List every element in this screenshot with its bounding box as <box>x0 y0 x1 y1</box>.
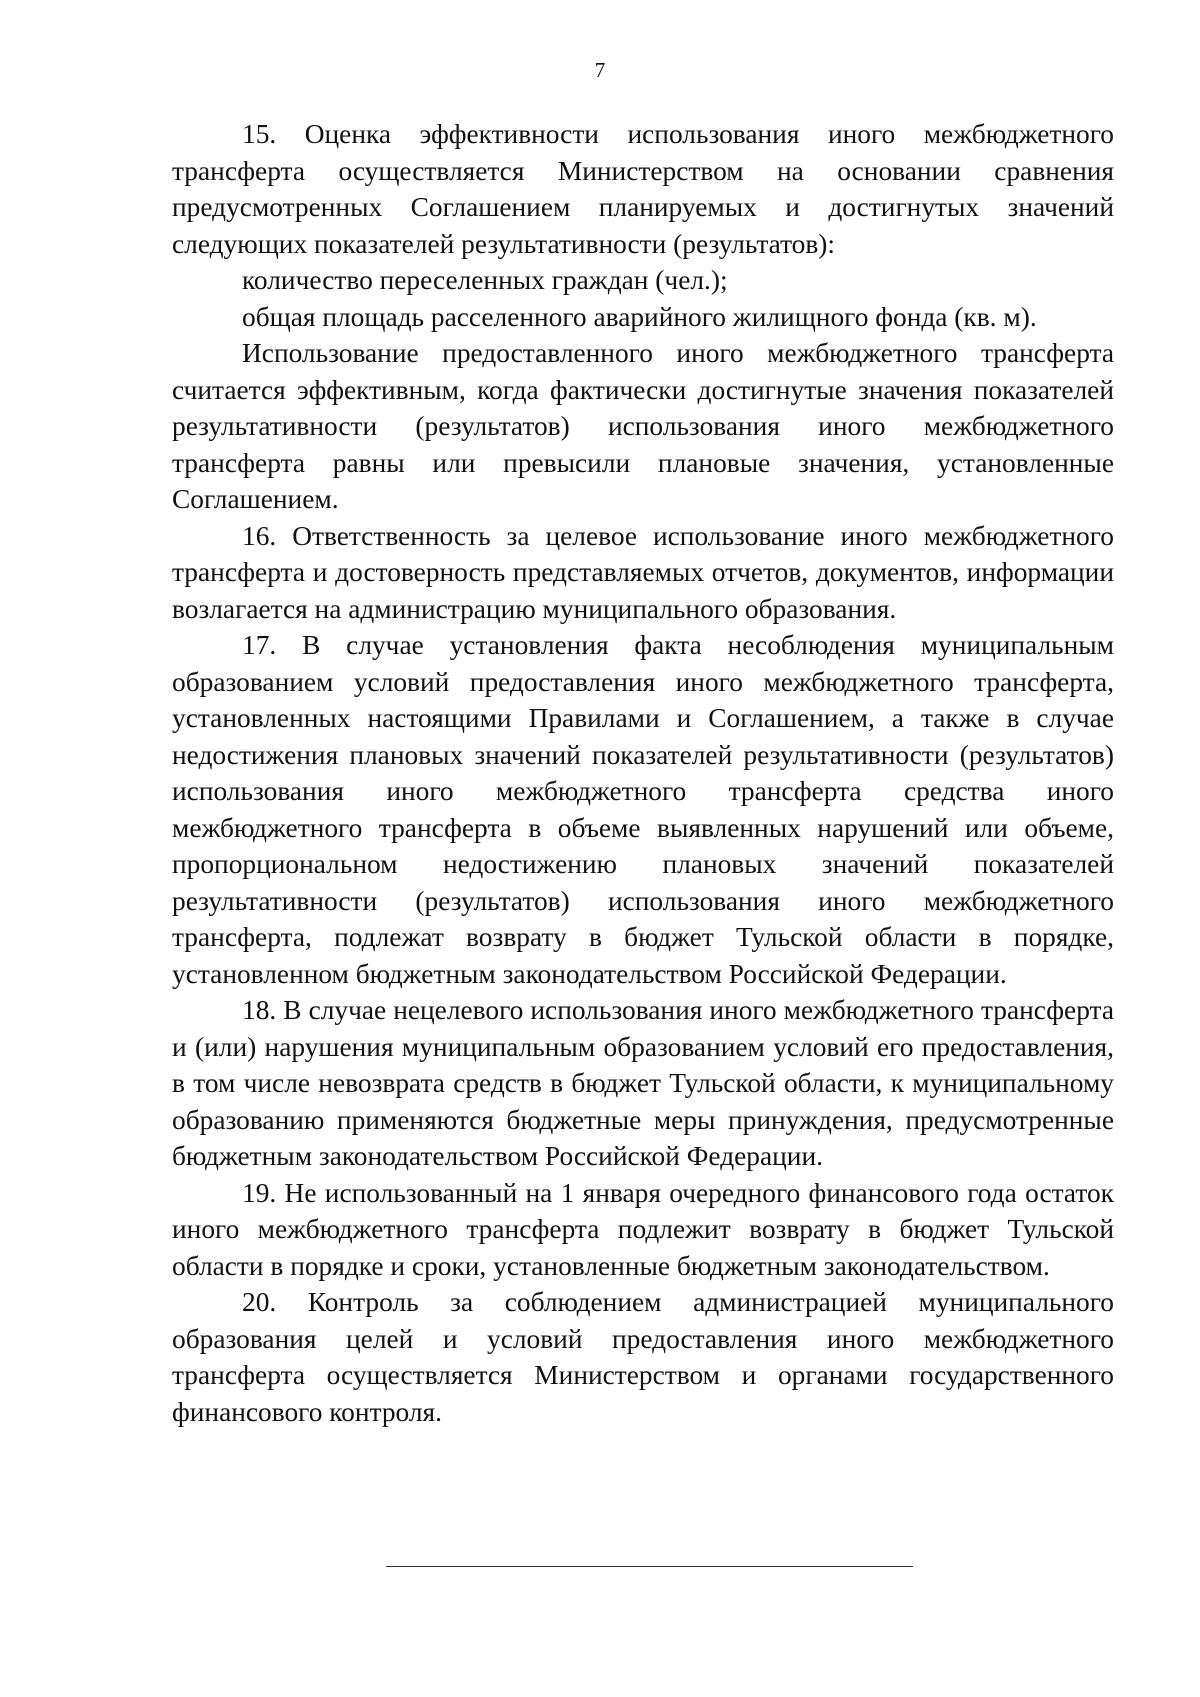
document-body <box>172 116 1114 1430</box>
page-number: 7 <box>594 58 606 82</box>
paragraph-18: 18. В случае нецелевого использования иного межбюджетного трансферта и (или) нарушения муниципальным образованием условий его предоставления, в том числе невозврата средств в бюджет Тульской области, к муниципальному образованию применяются бюджетные меры принуждения, предусмотренные бюджетным законодательством Российской Федерации. <box>172 995 1114 1171</box>
paragraph-16: 16. Ответственность за целевое использование иного межбюджетного трансферта и достоверность представляемых отчетов, документов, информации возлагается на администрацию муниципального образования. <box>172 520 1114 624</box>
paragraph-19: 19. Не использованный на 1 января очередного финансового года остаток иного межбюджетного трансферта подлежит возврату в бюджет Тульской области в порядке и сроки, установленные бюджетным законодательством. <box>172 1177 1114 1281</box>
indicator-housing-area: общая площадь расселенного аварийного жилищного фонда (кв. м). <box>242 301 1037 332</box>
paragraph-effectiveness: Использование предоставленного иного межбюджетного трансферта считается эффективным, когда фактически достигнутые значения показателей результативности (результатов) использования иного межбюджетного трансферта равны или превысили плановые значения, установленные Соглашением. <box>172 338 1114 514</box>
footer-divider <box>386 1566 913 1567</box>
paragraph-17: 17. В случае установления факта несоблюдения муниципальным образованием условий предоставления иного межбюджетного трансферта, установленных настоящими Правилами и Соглашением, а также в случае недостижения плановых значений показателей результативности (результатов) использования иного межбюджетного трансферта средства иного межбюджетного трансферта в объеме выявленных нарушений или объеме, пропорциональном недостижению плановых значений показателей результативности (результатов) использования иного межбюджетного трансферта, подлежат возврату в бюджет Тульской области в порядке, установленном бюджетным законодательством Российской Федерации. <box>172 630 1114 989</box>
paragraph-20: 20. Контроль за соблюдением администрацией муниципального образования целей и условий предоставления иного межбюджетного трансферта осуществляется Министерством и органами государственного финансового контроля. <box>172 1287 1114 1427</box>
indicator-resettled-citizens: количество переселенных граждан (чел.); <box>242 265 728 295</box>
paragraph-15: 15. Оценка эффективности использования иного межбюджетного трансферта осуществляется Министерством на основании сравнения предусмотренных Соглашением планируемых и достигнутых значений следующих показателей результативности (результатов): <box>172 119 1114 259</box>
